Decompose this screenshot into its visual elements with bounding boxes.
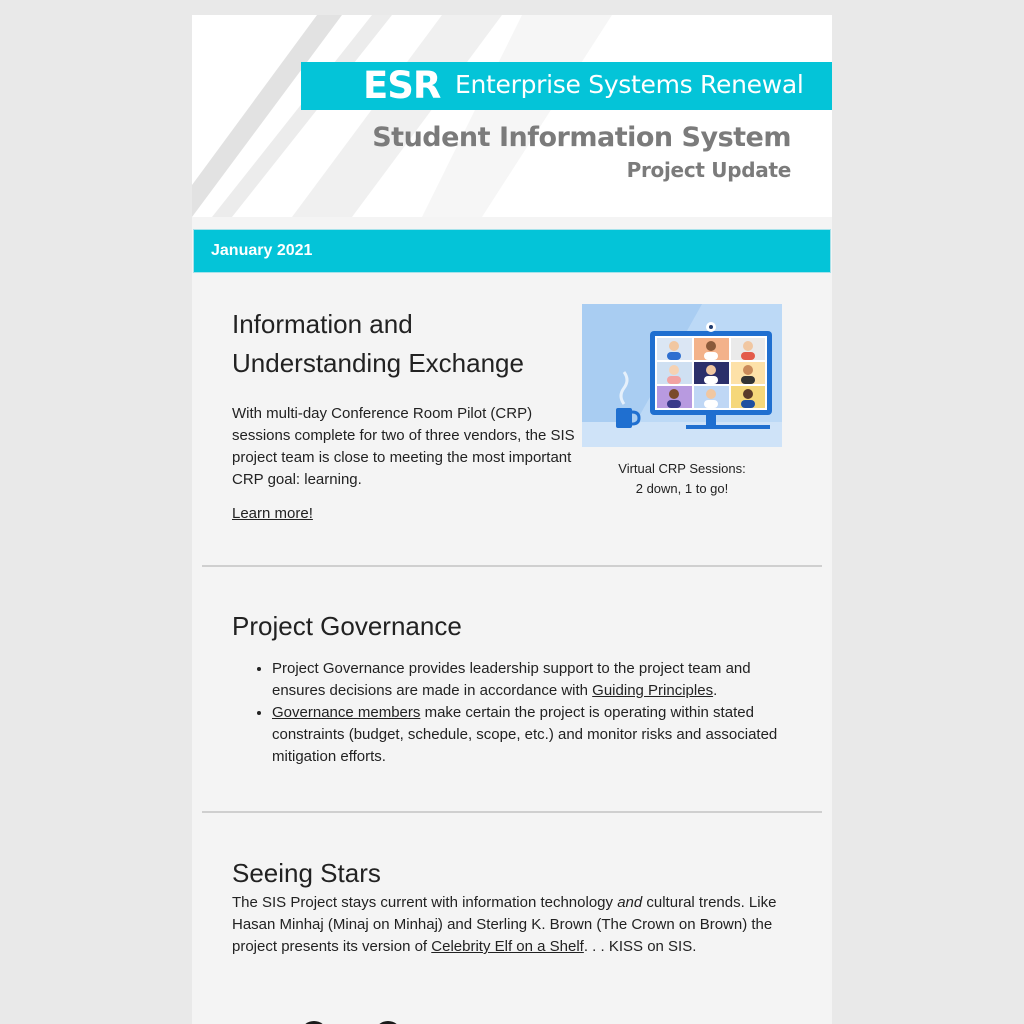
governance-bullet-list xyxy=(232,658,787,768)
governance-members-link[interactable]: Governance members xyxy=(272,704,421,721)
esr-logo-mark: ESR xyxy=(363,64,441,107)
guiding-principles-link[interactable]: Guiding Principles xyxy=(592,682,714,699)
section-title-seeing-stars: Seeing Stars xyxy=(232,858,381,888)
section-divider xyxy=(202,565,822,567)
section-information-exchange xyxy=(192,15,832,575)
newsletter xyxy=(192,15,832,1024)
seeing-stars-body-text: The SIS Project stays current with information technology and cultural trends. Like Hasan Minhaj (Minaj on Minhaj) and Sterling K. Brown (The Crown on Brown) the project presents its version of Celebrity Elf on a Shelf. . . KISS on SIS. xyxy=(232,894,777,955)
section-divider xyxy=(202,811,822,813)
newsletter-title: Student Information System xyxy=(372,122,791,153)
list-item: • Governance members make certain the project is operating within stated constraints (budget, schedule, scope, etc.) and monitor risks and associated mitigation efforts. xyxy=(272,702,787,768)
newsletter-subtitle: Project Update xyxy=(626,158,791,182)
section-title-information-exchange: Information and Understanding Exchange xyxy=(232,309,524,378)
crp-body-text: With multi-day Conference Room Pilot (CRP) sessions complete for two of three vendors, the SIS project team is close to meeting the most important CRP goal: learning. xyxy=(232,405,575,488)
celebrity-elf-link[interactable]: Celebrity Elf on a Shelf xyxy=(431,938,584,955)
kiss-figures-image xyxy=(292,1009,422,1024)
issue-date: January 2021 xyxy=(211,242,313,259)
section-title-project-governance: Project Governance xyxy=(232,611,462,641)
virtual-meeting-illustration xyxy=(582,304,782,447)
illustration-caption: Virtual CRP Sessions: 2 down, 1 to go! xyxy=(618,461,746,496)
esr-program-name: Enterprise Systems Renewal xyxy=(455,70,804,99)
learn-more-link[interactable]: Learn more! xyxy=(232,505,313,522)
list-item: • Project Governance provides leadership support to the project team and ensures decisions are made in accordance with Guiding Principles. xyxy=(272,658,787,702)
